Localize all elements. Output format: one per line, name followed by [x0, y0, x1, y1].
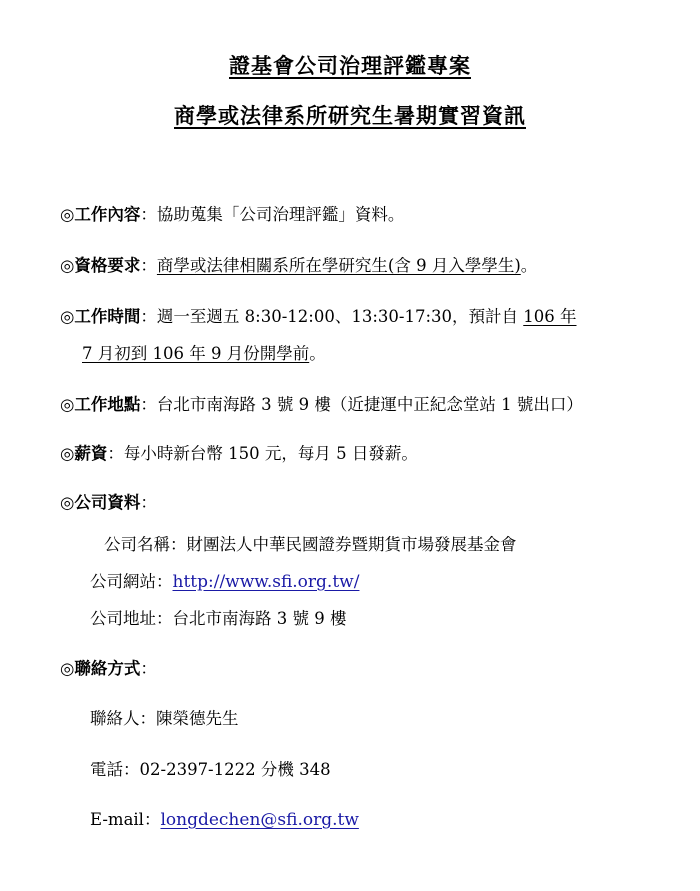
work-location-label: ◎工作地點: [60, 395, 141, 414]
salary-sep: ：: [107, 444, 124, 463]
work-content-text: 協助蒐集「公司治理評鑑」資料。: [156, 205, 405, 224]
company-heading: [60, 491, 157, 515]
company-address-row: [90, 607, 346, 631]
contact-phone-label: 電話：: [90, 760, 140, 779]
work-time-sep: ：: [140, 307, 157, 326]
work-time-suffix: 。: [309, 344, 326, 363]
company-name-value: 財團法人中華民國證券暨期貨市場發展基金會: [186, 535, 517, 554]
contact-label: ◎聯絡方式: [60, 659, 141, 678]
work-content-sep: ：: [140, 205, 157, 224]
work-time-line: [60, 305, 577, 329]
contact-phone-value: 02-2397-1222 分機 348: [139, 760, 331, 779]
qualification-label: ◎資格要求: [60, 256, 141, 275]
company-site-link[interactable]: http://www.sfi.org.tw/: [172, 572, 360, 592]
company-site-row: [90, 570, 359, 594]
company-address-value: 台北市南海路 3 號 9 樓: [172, 609, 347, 628]
page-subtitle: 商學或法律系所研究生暑期實習資訊: [174, 103, 526, 128]
salary-text: 每小時新台幣 150 元，每月 5 日發薪。: [123, 444, 418, 463]
contact-person-label: 聯絡人：: [90, 709, 156, 728]
company-name-label: 公司名稱：: [104, 535, 187, 554]
page-title: 證基會公司治理評鑑專案: [229, 53, 471, 78]
work-time-line-2: [82, 342, 326, 366]
company-label: ◎公司資料: [60, 493, 141, 512]
work-time-year: 106 年: [523, 307, 577, 326]
work-location-text: 台北市南海路 3 號 9 樓（近捷運中正紀念堂站 1 號出口）: [156, 395, 583, 414]
work-time-label: ◎工作時間: [60, 307, 141, 326]
contact-phone-row: [90, 758, 331, 782]
company-site-label: 公司網站：: [90, 572, 173, 591]
work-content-label: ◎工作內容: [60, 205, 141, 224]
work-time-text: 週一至週五 8:30-12:00、13:30-17:30，預計自: [156, 307, 524, 326]
salary-label: ◎薪資: [60, 444, 108, 463]
salary-line: [60, 442, 418, 466]
contact-email-label: E-mail：: [90, 810, 161, 829]
work-time-period: 7 月初到 106 年 9 月份開學前: [82, 344, 310, 363]
work-location-line: [60, 393, 583, 417]
work-location-sep: ：: [140, 395, 157, 414]
contact-person-value: 陳榮德先生: [156, 709, 239, 728]
qualification-line: [60, 254, 537, 278]
contact-email-row: [90, 808, 359, 832]
contact-heading: [60, 657, 157, 681]
contact-person-row: [90, 707, 239, 731]
contact-email-link[interactable]: longdechen@sfi.org.tw: [160, 810, 359, 830]
qualification-suffix: 。: [520, 256, 538, 275]
contact-sep: ：: [140, 659, 157, 678]
work-content-line: [60, 203, 404, 227]
company-name-row: [104, 533, 517, 557]
qualification-text: 商學或法律相關系所在學研究生(含 9 月入學學生): [156, 256, 521, 275]
qualification-sep: ：: [140, 256, 157, 275]
company-address-label: 公司地址：: [90, 609, 173, 628]
company-sep: ：: [140, 493, 157, 512]
